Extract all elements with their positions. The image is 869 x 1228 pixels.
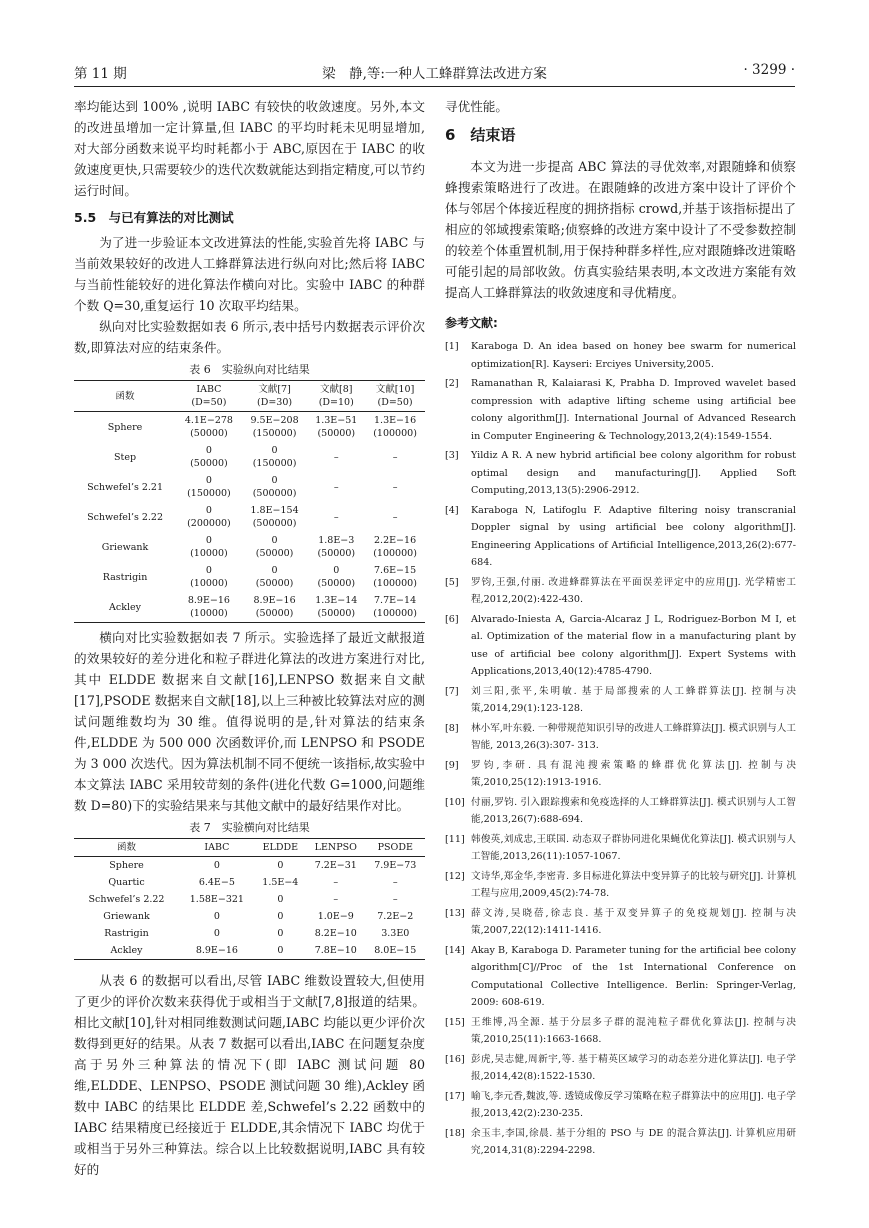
result-cell: 0 <box>277 928 284 939</box>
result-cell <box>307 412 365 443</box>
running-title: 梁 静,等:一种人工蜂群算法改进方案 <box>322 66 547 82</box>
result-value: 7.7E−14 <box>374 595 417 606</box>
reference-text: Karaboga D. An idea based on honey bee swarm for numerical optimization[R]. Kayseri: Erciyes University,2005. <box>471 341 796 370</box>
reference-item <box>445 905 796 940</box>
result-value: 0 <box>271 565 278 576</box>
paragraph: 纵向对比实验数据如表 6 所示,表中括号内数据表示评价次数,即算法对应的结束条件。 <box>74 319 425 355</box>
table-row <box>74 874 425 891</box>
paragraph: 率均能达到 100% ,说明 IABC 有较快的收敛速度。另外,本文的改进虽增加一定计算量,但 IABC 的平均时耗未见明显增加,对大部分函数来说平均时耗都小于 ABC,原因在于 IABC 的收敛速度更快,只需要较少的迭代次数就能达到指定精度,可以节约运行时间。 <box>74 99 425 198</box>
table-header-cell: IABC <box>204 842 230 853</box>
function-name-cell: Schwefel’s 2.22 <box>88 894 165 905</box>
header-label: 文献[10] <box>375 384 415 395</box>
reference-item <box>445 794 796 829</box>
table-row <box>74 908 425 925</box>
result-cell <box>307 442 365 472</box>
result-cell: 7.2E−31 <box>314 860 357 871</box>
reference-text: Yildiz A R. A new hybrid artificial bee colony algorithm for robust optimal design and manufacturing[J]. Applied Soft Computing,2013,13(5):2906-2912. <box>471 450 796 496</box>
reference-text: 余玉丰,李国,徐晨. 基于分组的 PSO 与 DE 的混合算法[J]. 计算机应用研究,2014,31(8):2294-2298. <box>471 1127 796 1156</box>
reference-number: [5] <box>445 576 459 588</box>
running-header <box>74 62 795 86</box>
result-cell <box>176 502 242 532</box>
table-row <box>74 532 425 562</box>
result-cell: 0 <box>213 928 220 939</box>
result-value: 0 <box>271 535 278 546</box>
table-header-cell <box>242 381 308 412</box>
result-value: 8.9E−16 <box>253 595 296 606</box>
table-row <box>74 502 425 532</box>
reference-text: 韩俊英,刘成忠,王联国. 动态双子群协同进化果蝇优化算法[J]. 模式识别与人工智能,2013,26(11):1057-1067. <box>471 833 796 862</box>
table-row <box>74 891 425 908</box>
reference-text: 彭虎,吴志健,周新宇,等. 基于精英区域学习的动态差分进化算法[J]. 电子学报,2014,42(8):1522-1530. <box>471 1053 796 1082</box>
evaluation-count: (100000) <box>373 428 417 439</box>
result-cell: 0 <box>213 911 220 922</box>
result-cell <box>365 592 425 623</box>
reference-text: 王维博,冯全源. 基于分层多子群的混沌粒子群优化算法[J]. 控制与决策,2010,25(11):1663-1668. <box>471 1016 796 1045</box>
reference-item <box>445 757 796 792</box>
reference-item <box>445 338 796 373</box>
result-cell <box>242 442 308 472</box>
reference-item <box>445 831 796 866</box>
result-value: 0 <box>205 475 212 486</box>
paragraph: 为了进一步验证本文改进算法的性能,实验首先将 IABC 与当前效果较好的改进人工蜂群算法进行纵向对比;然后将 IABC 与当前性能较好的进化算法作横向对比。实验中 IABC 的种群个数 Q=30,重复运行 10 次取平均结果。 <box>74 235 425 313</box>
result-cell <box>176 412 242 443</box>
paragraph: 本文为进一步提高 ABC 算法的寻优效率,对跟随蜂和侦察蜂搜索策略进行了改进。在跟随蜂的改进方案中设计了评价个体与邻居个体接近程度的拥挤指标 crowd,并基于该指标提出了相应的邻域搜索策略;侦察蜂的改进方案中设计了不受参数控制的较差个体重置机制,用于保持种群多样性,应对跟随蜂改进策略可能引起的局部收敛。仿真实验结果表明,本文改进方案能有效提高人工蜂群算法的收敛速度和寻优精度。 <box>445 159 796 300</box>
references-title: 参考文献: <box>445 316 498 330</box>
evaluation-count: (50000) <box>190 458 228 469</box>
header-label: 文献[7] <box>258 384 291 395</box>
function-name-cell: Rastrigin <box>104 928 149 939</box>
reference-item <box>445 1088 796 1123</box>
header-label: IABC <box>196 384 222 395</box>
table-header-cell: 函数 <box>117 842 137 853</box>
result-cell <box>307 562 365 592</box>
result-value: 1.3E−14 <box>315 595 358 606</box>
result-cell <box>307 472 365 502</box>
table-row <box>74 412 425 443</box>
function-name-cell: Schwefel’s 2.22 <box>87 511 164 523</box>
reference-number: [4] <box>445 504 459 516</box>
function-name-cell: Ackley <box>110 945 143 956</box>
function-name-cell: Griewank <box>103 911 150 922</box>
reference-text: 文诗华,郑金华,李密青. 多目标进化算法中变异算子的比较与研究[J]. 计算机工程与应用,2009,45(2):74-78. <box>471 870 796 899</box>
result-cell: 1.58E−321 <box>189 894 244 905</box>
result-cell <box>307 592 365 623</box>
table-7-caption: 表 7 实验横向对比结果 <box>189 821 310 834</box>
reference-text: 罗钧,李研. 具有混沌搜索策略的蜂群优化算法[J]. 控制与决策,2010,25(12):1913-1916. <box>471 759 796 788</box>
evaluation-count: (150000) <box>252 458 297 469</box>
function-name-cell: Step <box>114 451 137 463</box>
evaluation-count: (50000) <box>317 548 356 559</box>
page-number: · 3299 · <box>743 62 795 78</box>
evaluation-count: (50000) <box>317 608 356 619</box>
reference-item <box>445 720 796 755</box>
result-cell <box>365 442 425 472</box>
table-row <box>74 592 425 623</box>
table-header-cell <box>365 381 425 412</box>
reference-number: [18] <box>445 1127 465 1139</box>
result-cell <box>242 532 308 562</box>
reference-number: [17] <box>445 1090 465 1102</box>
table-row <box>74 562 425 592</box>
evaluation-count: (500000) <box>252 488 297 499</box>
result-cell: – <box>333 894 339 905</box>
result-cell: – <box>392 877 398 888</box>
evaluation-count: (150000) <box>187 488 231 499</box>
reference-item <box>445 868 796 903</box>
result-cell <box>176 562 242 592</box>
issue-number: 第 11 期 <box>74 66 127 82</box>
result-cell: 7.8E−10 <box>314 945 357 956</box>
reference-number: [9] <box>445 759 459 771</box>
section-heading-6: 6 结束语 <box>445 126 516 144</box>
result-value: 0 <box>271 445 278 456</box>
table-header-cell: LENPSO <box>314 842 357 853</box>
reference-number: [10] <box>445 796 465 808</box>
result-value: 8.9E−16 <box>187 595 230 606</box>
reference-item <box>445 502 796 572</box>
evaluation-count: (50000) <box>317 428 356 439</box>
reference-item <box>445 683 796 718</box>
header-dimension: (D=10) <box>318 397 354 408</box>
table-6-caption: 表 6 实验纵向对比结果 <box>189 363 310 376</box>
reference-item <box>445 611 796 681</box>
reference-text: 喻飞,李元香,魏波,等. 透镜成像反学习策略在粒子群算法中的应用[J]. 电子学报,2013,42(2):230-235. <box>471 1090 796 1119</box>
reference-item <box>445 574 796 609</box>
result-cell <box>176 592 242 623</box>
result-value: 1.8E−3 <box>318 535 355 546</box>
reference-text: 林小军,叶东毅. 一种带规范知识引导的改进人工蜂群算法[J]. 模式识别与人工智能, 2013,26(3):307- 313. <box>471 722 796 751</box>
function-name-cell: Ackley <box>109 601 142 613</box>
reference-number: [2] <box>445 378 459 389</box>
reference-item <box>445 1125 796 1160</box>
table-row <box>74 857 425 875</box>
reference-text: Ramanathan R, Kalaiarasi K, Prabha D. Improved wavelet based compression with adaptive lifting scheme using artificial bee colony algorithm[J]. International Journal of Advanced Research in Computer Engineering & Technology,2013,2(4):1549-1554. <box>471 378 796 442</box>
result-cell: 0 <box>277 945 284 956</box>
result-cell <box>307 502 365 532</box>
table-header-row <box>74 381 425 412</box>
reference-text: 罗钧,王强,付丽. 改进蜂群算法在平面误差评定中的应用[J]. 光学精密工程,2012,20(2):422-430. <box>471 576 796 605</box>
reference-number: [16] <box>445 1053 465 1065</box>
reference-item <box>445 1014 796 1049</box>
reference-item <box>445 942 796 1012</box>
table-header-cell <box>74 381 176 412</box>
evaluation-count: (50000) <box>255 578 294 589</box>
result-value: 0 <box>271 475 278 486</box>
result-value: 0 <box>205 505 212 516</box>
result-cell <box>242 592 308 623</box>
reference-list <box>445 338 796 1160</box>
function-name-cell: Rastrigin <box>102 571 148 583</box>
result-cell <box>176 442 242 472</box>
evaluation-count: (150000) <box>252 428 297 439</box>
function-name-cell: Quartic <box>108 877 145 888</box>
result-cell: 1.0E−9 <box>317 911 354 922</box>
result-cell <box>242 502 308 532</box>
result-value: – <box>392 481 398 493</box>
reference-item <box>445 1051 796 1086</box>
table-row <box>74 942 425 960</box>
result-cell <box>242 472 308 502</box>
result-cell <box>176 472 242 502</box>
result-cell <box>365 532 425 562</box>
section-heading-5-5: 5.5 与已有算法的对比测试 <box>74 210 234 225</box>
result-value: 0 <box>205 565 212 576</box>
left-column <box>74 96 425 1180</box>
result-cell: 0 <box>277 894 284 905</box>
paragraph: 从表 6 的数据可以看出,尽管 IABC 维数设置较大,但使用了更少的评价次数来获得优于或相当于文献[7,8]报道的结果。相比文献[10],针对相同维数测试问题,IABC 均能以更少评价次数得到更好的结果。从表 7 数据可以看出,IABC 在问题复杂度高于另外三种算法的情况下(即 IABC 测试问题 80 维,ELDDE、LENPSO、PSODE 测试问题 30 维),Ackley 函数中 IABC 的结果比 ELDDE 差,Schwefel’s 2.22 函数中的 IABC 结果精度已经接近于 ELDDE,其余情况下 IABC 均优于或相当于另外三种算法。综合以上比较数据说明,IABC 具有较好的 <box>74 973 425 1177</box>
header-label: 文献[8] <box>320 384 353 395</box>
paragraph: 寻优性能。 <box>445 99 508 114</box>
reference-number: [13] <box>445 907 465 919</box>
table-header-cell <box>307 381 365 412</box>
evaluation-count: (100000) <box>373 578 417 589</box>
reference-number: [11] <box>445 833 465 845</box>
result-value: 1.3E−51 <box>315 415 358 426</box>
result-value: 0 <box>205 535 212 546</box>
evaluation-count: (50000) <box>190 428 228 439</box>
result-cell: 0 <box>277 860 284 871</box>
paragraph: 横向对比实验数据如表 7 所示。实验选择了最近文献报道的效果较好的差分进化和粒子群进化算法的改进方案进行对比,其中 ELDDE 数据来自文献[16],LENPSO 数据来自文献[17],PSODE 数据来自文献[18],以上三种被比较算法对应的测试问题维数均为 30 维。值得说明的是,针对算法的结束条件,ELDDE 为 500 000 次函数评价,而 LENPSO 和 PSODE 为 3 000 次迭代。因为算法机制不同不便统一该指标,故实验中本文算法 IABC 采用较苛刻的条件(进化代数 G=1000,问题维数 D=80)下的实验结果来与其他文献中的最好结果作对比。 <box>74 630 425 813</box>
result-cell: 1.5E−4 <box>262 877 299 888</box>
result-cell: 6.4E−5 <box>198 877 235 888</box>
result-cell <box>242 562 308 592</box>
result-value: 7.6E−15 <box>374 565 417 576</box>
reference-item <box>445 375 796 445</box>
result-cell: – <box>392 894 398 905</box>
header-label: 函数 <box>115 390 135 402</box>
result-value: 0 <box>205 445 212 456</box>
function-name-cell: Griewank <box>101 541 149 553</box>
table-header-cell: ELDDE <box>262 842 299 853</box>
reference-item <box>445 447 796 500</box>
evaluation-count: (10000) <box>190 608 228 619</box>
header-dimension: (D=50) <box>191 397 227 408</box>
result-value: – <box>333 451 339 463</box>
header-dimension: (D=50) <box>377 397 413 408</box>
reference-text: Akay B, Karaboga D. Parameter tuning for the artificial bee colony algorithm[C]//Proc of the 1st International Conference on Computational Collective Intelligence. Berlin: Springer-Verlag, 2009: 608-619. <box>471 944 796 1008</box>
reference-number: [3] <box>445 450 459 461</box>
result-cell <box>365 412 425 443</box>
result-value: 0 <box>333 565 340 576</box>
result-cell: 8.9E−16 <box>195 945 238 956</box>
result-cell <box>242 412 308 443</box>
result-cell: 7.9E−73 <box>374 860 417 871</box>
result-cell <box>365 562 425 592</box>
table-row <box>74 925 425 942</box>
result-value: 1.3E−16 <box>374 415 417 426</box>
result-cell: – <box>333 877 339 888</box>
result-value: – <box>333 481 339 493</box>
result-cell <box>365 472 425 502</box>
result-cell: 7.2E−2 <box>377 911 414 922</box>
reference-text: 薛文涛,吴晓蓓,徐志良. 基于双变异算子的免疫规划[J]. 控制与决策,2007,22(12):1411-1416. <box>471 907 796 936</box>
result-cell: 8.2E−10 <box>314 928 357 939</box>
header-rule <box>74 86 795 87</box>
table-row <box>74 442 425 472</box>
evaluation-count: (50000) <box>317 578 356 589</box>
result-value: – <box>392 511 398 523</box>
result-cell: 0 <box>213 860 220 871</box>
result-value: 2.2E−16 <box>374 535 417 546</box>
reference-number: [8] <box>445 722 459 734</box>
evaluation-count: (50000) <box>255 548 294 559</box>
evaluation-count: (10000) <box>190 548 228 559</box>
result-value: 9.5E−208 <box>250 415 299 426</box>
reference-text: 付丽,罗钧. 引入跟踪搜索和免疫选择的人工蜂群算法[J]. 模式识别与人工智能,2013,26(7):688-694. <box>471 796 796 825</box>
reference-text: 刘三阳,张平,朱明敏. 基于局部搜索的人工蜂群算法[J]. 控制与决策,2014,29(1):123-128. <box>471 685 796 714</box>
result-value: 4.1E−278 <box>184 415 233 426</box>
function-name-cell: Sphere <box>109 860 144 871</box>
reference-number: [1] <box>445 341 459 352</box>
reference-number: [6] <box>445 613 459 625</box>
reference-number: [12] <box>445 870 465 882</box>
function-name-cell: Schwefel’s 2.21 <box>87 481 164 493</box>
evaluation-count: (200000) <box>187 518 231 529</box>
evaluation-count: (100000) <box>373 608 417 619</box>
result-value: 1.8E−154 <box>250 505 299 516</box>
result-cell <box>307 532 365 562</box>
evaluation-count: (10000) <box>190 578 228 589</box>
result-value: – <box>333 511 339 523</box>
table-header-row <box>74 839 425 857</box>
table-6 <box>74 380 425 623</box>
function-name-cell: Sphere <box>107 421 143 433</box>
table-row <box>74 472 425 502</box>
reference-number: [15] <box>445 1016 465 1028</box>
right-column <box>445 96 796 1162</box>
reference-number: [14] <box>445 944 465 956</box>
evaluation-count: (100000) <box>373 548 417 559</box>
result-cell: 3.3E0 <box>381 928 410 939</box>
evaluation-count: (500000) <box>252 518 297 529</box>
evaluation-count: (50000) <box>255 608 294 619</box>
result-cell <box>365 502 425 532</box>
reference-text: Karaboga N, Latifoglu F. Adaptive filtering noisy transcranial Doppler signal by using artificial bee colony algorithm[J]. Engineering Applications of Artificial Intelligence,2013,26(2):677-684. <box>471 504 796 568</box>
result-cell: 0 <box>277 911 284 922</box>
result-cell: 8.0E−15 <box>374 945 417 956</box>
table-header-cell <box>176 381 242 412</box>
table-7 <box>74 838 425 960</box>
reference-text: Alvarado-Iniesta A, Garcia-Alcaraz J L, Rodriguez-Borbon M I, et al. Optimization of the material flow in a manufacturing plant by use of artificial bee colony algorithm[J]. Expert Systems with Applications,2013,40(12):4785-4790. <box>471 613 796 677</box>
table-header-cell: PSODE <box>377 842 413 853</box>
result-value: – <box>392 451 398 463</box>
header-dimension: (D=30) <box>257 397 293 408</box>
reference-number: [7] <box>445 685 459 697</box>
result-cell <box>176 532 242 562</box>
